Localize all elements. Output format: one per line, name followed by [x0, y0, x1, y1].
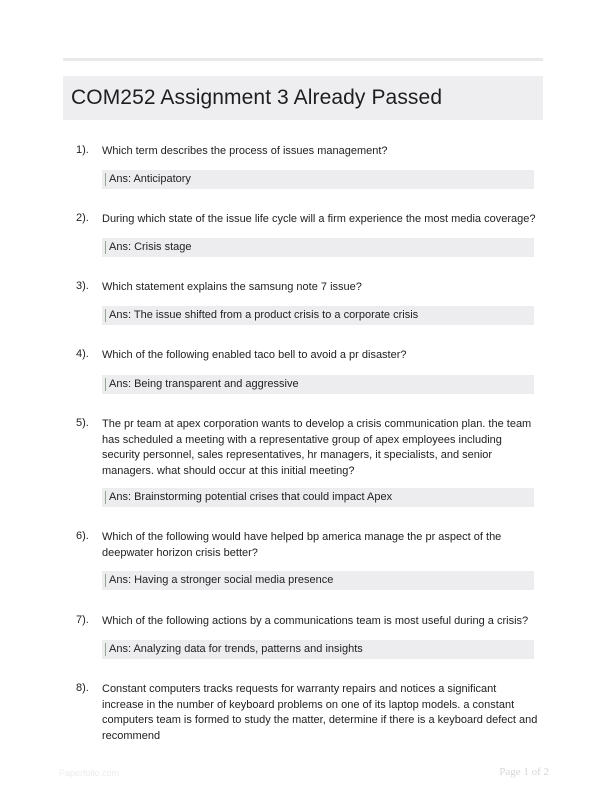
- answer-box: Ans: Analyzing data for trends, patterns and insights: [102, 640, 534, 659]
- question-number: 5).: [76, 417, 89, 429]
- answer-box: Ans: The issue shifted from a product crisis to a corporate crisis: [102, 306, 534, 325]
- question-text: During which state of the issue life cycle will a firm experience the most media coverage?: [102, 213, 536, 225]
- top-divider: [63, 58, 543, 61]
- question-number: 1).: [76, 144, 89, 156]
- question-text: Which of the following enabled taco bell to avoid a pr disaster?: [102, 349, 407, 361]
- question-text: Constant computers tracks requests for warranty repairs and notices a significant increase in the number of keyboard problems on one of its laptop models. a constant computers team is formed to study the matter, determine if there is a keyboard defect and recommend: [102, 683, 538, 742]
- answer-box: Ans: Being transparent and aggressive: [102, 375, 534, 394]
- question-number: 6).: [76, 530, 89, 542]
- answer-box: Ans: Brainstorming potential crises that could impact Apex: [102, 488, 534, 507]
- question-number: 4).: [76, 348, 89, 360]
- page-title: COM252 Assignment 3 Already Passed: [71, 86, 443, 109]
- title-bar: [63, 76, 543, 120]
- question-number: 7).: [76, 614, 89, 626]
- question-text: Which of the following actions by a communications team is most useful during a crisis?: [102, 615, 529, 627]
- question-text: Which statement explains the samsung note 7 issue?: [102, 281, 362, 293]
- answer-box: Ans: Having a stronger social media presence: [102, 571, 534, 590]
- question-text: Which of the following would have helped bp america manage the pr aspect of the deepwater horizon crisis better?: [102, 531, 502, 559]
- question-number: 8).: [76, 682, 89, 694]
- answer-box: Ans: Anticipatory: [102, 170, 534, 189]
- question-text: The pr team at apex corporation wants to develop a crisis communication plan. the team has scheduled a meeting with a representative group of apex employees including security personnel, sales representatives, hr managers, it specialists, and senior managers. what should occur at this initial meeting?: [102, 418, 532, 477]
- question-number: 2).: [76, 212, 89, 224]
- footer-page-number: Page 1 of 2: [499, 766, 549, 778]
- answer-box: Ans: Crisis stage: [102, 238, 534, 257]
- question-number: 3).: [76, 280, 89, 292]
- question-text: Which term describes the process of issues management?: [102, 145, 388, 157]
- footer-site-watermark: Paperfolio.com: [59, 768, 120, 778]
